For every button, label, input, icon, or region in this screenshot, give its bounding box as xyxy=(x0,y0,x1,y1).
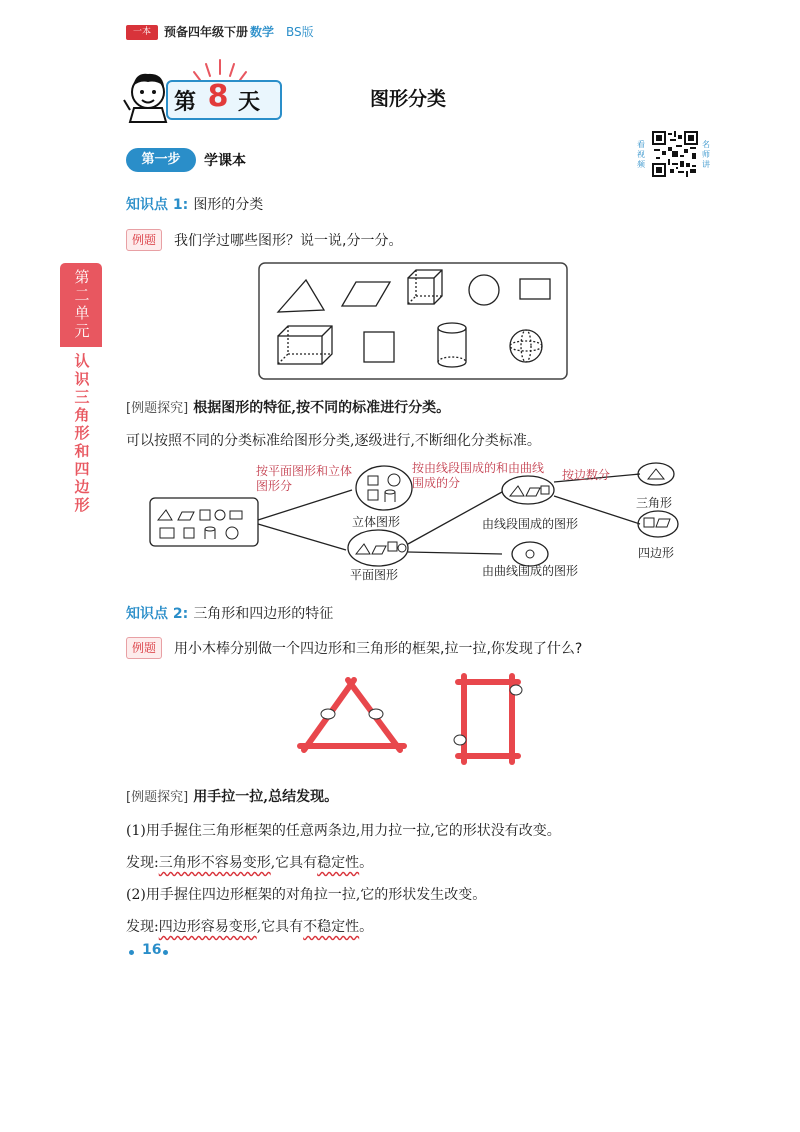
hand-icon xyxy=(321,709,335,719)
hand-icon xyxy=(369,709,383,719)
stick-frames xyxy=(296,670,536,770)
finding1-term: 稳定性 xyxy=(317,855,360,871)
quadrilateral-label: 四边形 xyxy=(638,546,675,560)
side-unit-label: 第二单元 xyxy=(74,268,90,340)
kp1-example-tag: 例题 xyxy=(126,229,162,251)
day-suffix: 天 xyxy=(238,90,261,115)
side-topic-label: 认识三角形和四边形 xyxy=(74,352,90,514)
finding2-prefix: 发现: xyxy=(126,919,159,935)
step-label: 学课本 xyxy=(204,153,246,169)
finding2-end: 。 xyxy=(359,919,374,935)
kp2-title: 三角形和四边形的特征 xyxy=(193,606,334,622)
finding2-key: 四边形容易变形 xyxy=(158,919,257,935)
kp1-explore-tag: [例题探究] xyxy=(126,401,189,416)
subject-label: 数学 xyxy=(250,25,275,39)
kp2-heading xyxy=(126,603,333,623)
kp1-heading xyxy=(126,194,263,214)
hand-icon xyxy=(454,735,466,745)
finding1-prefix: 发现: xyxy=(126,855,159,871)
qr-code-icon[interactable] xyxy=(652,131,698,177)
kp2-question: 用小木棒分别做一个四边形和三角形的框架,拉一拉,你发现了什么? xyxy=(174,641,583,657)
lesson-title: 图形分类 xyxy=(370,88,447,110)
kp2-p1: (1)用手握住三角形框架的任意两条边,用力拉一拉,它的形状没有改变。 xyxy=(126,823,561,839)
segments-label: 由线段围成的图形 xyxy=(482,517,579,531)
day-prefix: 第 xyxy=(174,90,197,115)
rule2-label: 按由线段围成的和由曲线围成的分 xyxy=(412,461,545,490)
finding1-key: 三角形不容易变形 xyxy=(158,855,271,871)
brand-logo: 一本 xyxy=(126,25,158,40)
rule3-label: 按边数分 xyxy=(562,468,611,482)
page-number: 16 xyxy=(142,942,162,958)
kp1-note: 可以按照不同的分类标准给图形分类,逐级进行,不断细化分类标准。 xyxy=(126,433,541,449)
kp2-explore xyxy=(126,786,338,806)
page-dot-right xyxy=(163,950,168,955)
plane-label: 平面图形 xyxy=(350,568,399,582)
solid-label: 立体图形 xyxy=(352,515,401,529)
rule1-label: 按平面图形和立体图形分 xyxy=(256,464,353,493)
qr-caption-left: 看视频 xyxy=(637,140,645,169)
page-dot-left xyxy=(129,950,134,955)
kp1-explore xyxy=(126,397,450,417)
curves-label: 由曲线围成的图形 xyxy=(482,564,579,578)
hand-icon xyxy=(510,685,522,695)
finding1-mid: ,它具有 xyxy=(270,855,318,871)
kp1-explore-text: 根据图形的特征,按不同的标准进行分类。 xyxy=(193,400,451,416)
kp1-question: 我们学过哪些图形？说一说,分一分。 xyxy=(174,233,403,249)
kp2-explore-text: 用手拉一拉,总结发现。 xyxy=(193,789,339,805)
kp2-explore-tag: [例题探究] xyxy=(126,790,189,805)
triangle-label: 三角形 xyxy=(636,496,673,510)
kp2-example-tag: 例题 xyxy=(126,637,162,659)
kp2-p2: (2)用手握住四边形框架的对角拉一拉,它的形状发生改变。 xyxy=(126,887,487,903)
kp1-title: 图形的分类 xyxy=(193,197,264,213)
kp2-finding2 xyxy=(126,916,373,936)
finding2-mid: ,它具有 xyxy=(256,919,304,935)
book-title: 预备四年级下册 xyxy=(164,25,249,39)
shapes-box xyxy=(258,262,568,380)
day-number: 8 xyxy=(207,79,229,114)
finding1-end: 。 xyxy=(359,855,374,871)
edition-label: BS版 xyxy=(286,25,314,39)
kp2-finding1 xyxy=(126,852,373,872)
finding2-term: 不稳定性 xyxy=(303,919,360,935)
kp2-head: 知识点 2: xyxy=(126,606,189,622)
step-pill: 第一步 xyxy=(126,148,196,172)
kp1-head: 知识点 1: xyxy=(126,197,189,213)
qr-caption-right: 名师讲 xyxy=(702,140,710,169)
